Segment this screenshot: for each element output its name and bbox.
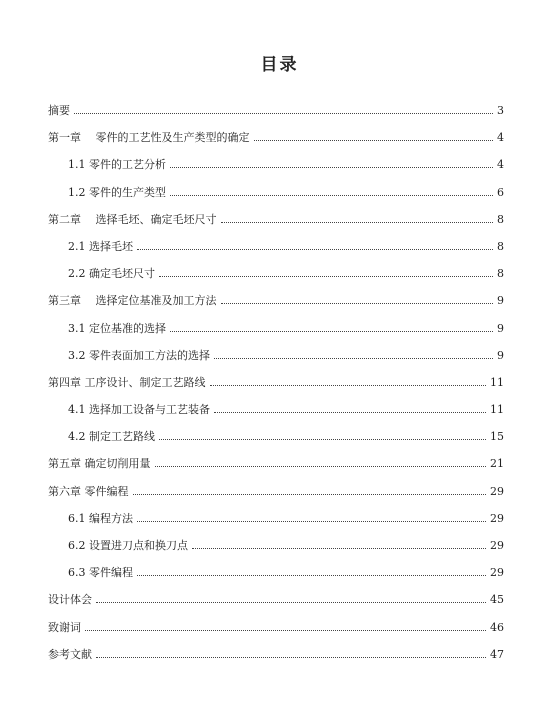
dot-leader: [159, 438, 486, 440]
toc-entry[interactable]: [48, 315, 504, 342]
toc-entry[interactable]: [48, 559, 504, 586]
toc-entry[interactable]: [48, 369, 504, 396]
dot-leader: [74, 112, 493, 114]
table-of-contents: [48, 97, 504, 668]
toc-entry[interactable]: [48, 614, 504, 641]
toc-entry-page-number: 4: [497, 131, 504, 145]
dot-leader: [159, 275, 493, 277]
toc-entry-page-number: 21: [490, 457, 504, 471]
toc-entry-label: 第四章 工序设计、制定工艺路线: [48, 375, 206, 389]
toc-entry[interactable]: [48, 124, 504, 151]
toc-entry[interactable]: [48, 505, 504, 532]
toc-entry[interactable]: [48, 586, 504, 613]
toc-entry[interactable]: [48, 206, 504, 233]
dot-leader: [170, 194, 493, 196]
toc-entry-label: 第三章 选择定位基准及加工方法: [48, 294, 217, 308]
toc-entry-page-number: 6: [497, 185, 504, 199]
dot-leader: [254, 139, 494, 141]
toc-entry-page-number: 4: [497, 158, 504, 172]
toc-entry-label: 1.2 零件的生产类型: [68, 185, 166, 199]
dot-leader: [85, 629, 486, 631]
toc-entry-label: 1.1 零件的工艺分析: [68, 158, 166, 172]
toc-entry-page-number: 29: [490, 539, 504, 552]
toc-entry-page-number: 3: [497, 104, 504, 117]
dot-leader: [214, 411, 486, 413]
toc-entry-page-number: 29: [490, 566, 504, 580]
toc-entry[interactable]: [48, 478, 504, 505]
dot-leader: [170, 166, 493, 168]
dot-leader: [221, 302, 494, 304]
toc-entry-label: 致谢词: [48, 620, 81, 634]
toc-entry-label: 2.2 确定毛坯尺寸: [68, 267, 155, 281]
toc-entry[interactable]: [48, 423, 504, 450]
toc-entry[interactable]: [48, 97, 504, 124]
dot-leader: [170, 330, 493, 332]
toc-entry-label: 4.2 制定工艺路线: [68, 430, 155, 444]
toc-entry-page-number: 45: [490, 593, 504, 607]
toc-entry-label: 4.1 选择加工设备与工艺装备: [68, 403, 210, 417]
dot-leader: [214, 357, 493, 359]
toc-entry-page-number: 46: [490, 620, 504, 634]
dot-leader: [221, 221, 494, 223]
toc-entry[interactable]: [48, 179, 504, 206]
toc-entry-page-number: 11: [490, 403, 504, 417]
toc-entry-page-number: 29: [490, 484, 504, 498]
toc-entry[interactable]: [48, 396, 504, 423]
page-title: 目录: [260, 55, 299, 75]
toc-entry-page-number: 8: [497, 267, 504, 281]
toc-entry-label: 6.3 零件编程: [68, 566, 133, 580]
dot-leader: [137, 574, 486, 576]
toc-entry-page-number: 11: [490, 375, 504, 389]
toc-entry-label: 参考文献: [48, 647, 92, 661]
dot-leader: [133, 493, 487, 495]
toc-entry-label: 6.1 编程方法: [68, 511, 133, 525]
toc-entry[interactable]: [48, 450, 504, 477]
toc-entry[interactable]: [48, 287, 504, 314]
dot-leader: [155, 465, 487, 467]
toc-entry[interactable]: [48, 233, 504, 260]
toc-entry-label: 3.2 零件表面加工方法的选择: [68, 348, 210, 362]
toc-entry-label: 第六章 零件编程: [48, 484, 129, 498]
toc-entry-page-number: 9: [497, 294, 504, 308]
toc-entry[interactable]: [48, 342, 504, 369]
toc-entry[interactable]: [48, 641, 504, 668]
toc-entry[interactable]: [48, 260, 504, 287]
toc-entry-label: 摘要: [48, 104, 70, 117]
toc-entry-page-number: 8: [497, 212, 504, 226]
toc-entry-label: 设计体会: [48, 593, 92, 607]
dot-leader: [210, 384, 487, 386]
dot-leader: [96, 601, 486, 603]
toc-entry-page-number: 29: [490, 511, 504, 525]
toc-entry[interactable]: [48, 532, 504, 559]
toc-entry-label: 2.1 选择毛坯: [68, 239, 133, 253]
toc-entry-label: 第一章 零件的工艺性及生产类型的确定: [48, 131, 250, 145]
toc-entry-label: 第二章 选择毛坯、确定毛坯尺寸: [48, 212, 217, 226]
toc-entry-label: 第五章 确定切削用量: [48, 457, 151, 471]
toc-entry-label: 6.2 设置进刀点和换刀点: [68, 539, 188, 552]
toc-entry-page-number: 9: [497, 321, 504, 335]
toc-entry-page-number: 47: [490, 647, 504, 661]
dot-leader: [137, 248, 493, 250]
dot-leader: [192, 547, 486, 549]
toc-entry-page-number: 15: [490, 430, 504, 444]
toc-entry-page-number: 9: [497, 348, 504, 362]
dot-leader: [137, 520, 486, 522]
toc-entry-label: 3.1 定位基准的选择: [68, 321, 166, 335]
dot-leader: [96, 656, 486, 658]
toc-entry[interactable]: [48, 151, 504, 178]
toc-entry-page-number: 8: [497, 239, 504, 253]
